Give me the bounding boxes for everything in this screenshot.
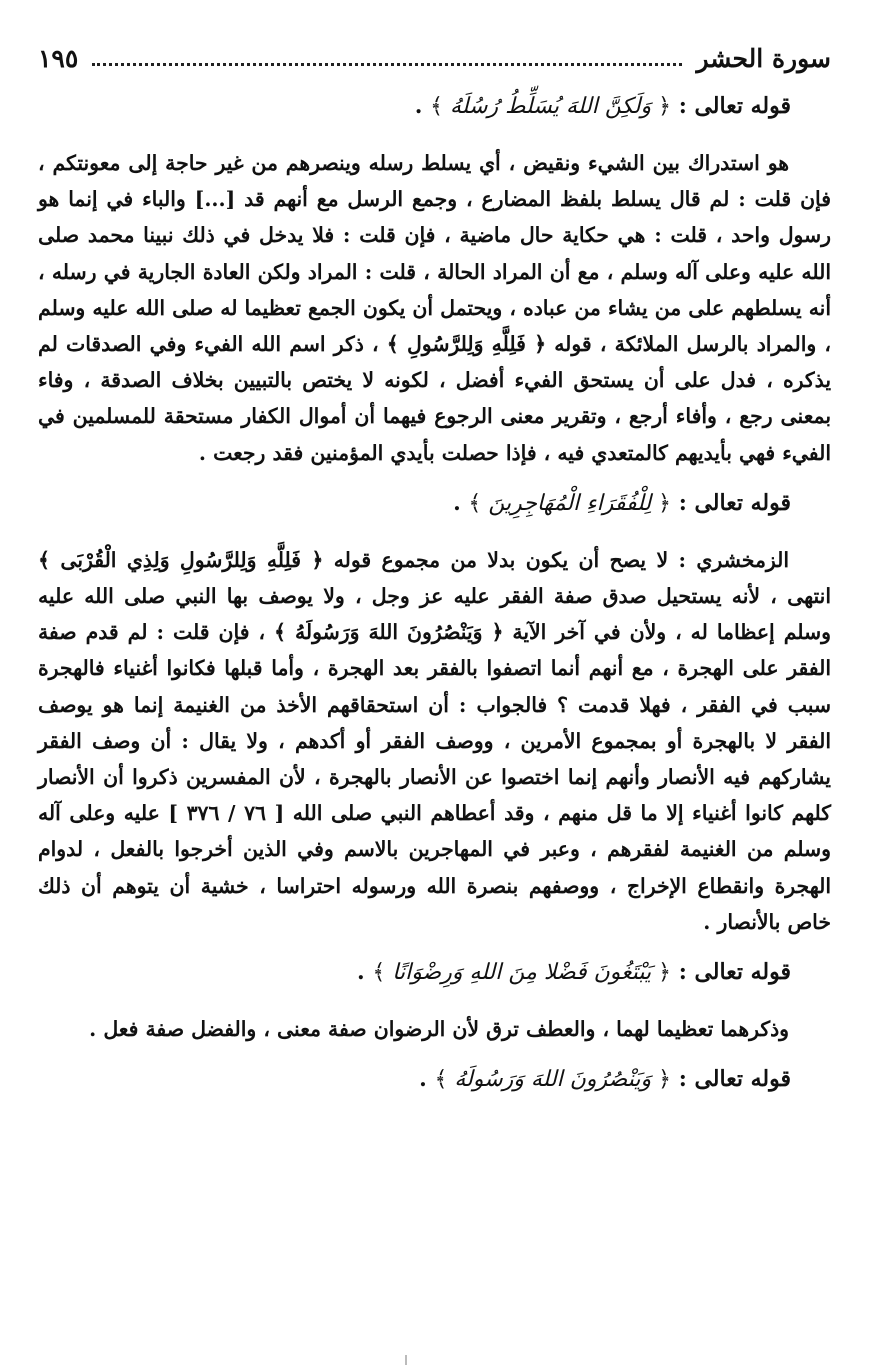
commentary-paragraph-1: هو استدراك بين الشيء ونقيض ، أي يسلط رسله وينصرهم من غير حاجة إلى معونتكم ، فإن قلت : لم قال يسلط بلفظ المضارع ، وجمع الرسل مع أنهم قد [...] والباء في إنما هو رسول واحد ، قلت : هي حكاية حال ماضية ، فإن قلت : فلا يدخل في ذلك نبينا محمد صلى الله عليه وعلى آله وسلم ، مع أن المراد الحالة ، قلت : المراد ولكن العادة الجارية في رسله ، أنه يسلطهم على من يشاء من عباده ، ويحتمل أن يكون الجمع تعظيما له صلى الله عليه وسلم ، والمراد بالرسل الملائكة ، قوله ﴿ فَلِلَّهِ وَلِلرَّسُولِ ﴾ ، ذكر اسم الله الفيء وفي الصدقات لم يذكره ، فدل على أن يستحق الفيء أفضل ، لكونه لا يختص بالتبيين بخلاف الصدقة ، وفاء بمعنى رجع ، وأفاء أرجع ، وتقرير معنى الرجوع فيهما أن أموال الكفار مستحقة للمسلمين في الفيء فهي بأيديهم كالمتعدي فيه ، فإذا حصلت بأيدي المؤمنين فقد رجعت .	[38, 151, 831, 465]
commentary-paragraph-3: وذكرهما تعظيما لهما ، والعطف ترق لأن الرضوان صفة معنى ، والفضل صفة فعل .	[89, 1017, 789, 1042]
quran-bracket-open: ﴿	[651, 490, 672, 516]
scan-artifact-mark	[405, 1355, 407, 1365]
surah-title: سورة الحشر	[696, 44, 831, 73]
heading-period: .	[419, 1066, 435, 1093]
commentary-paragraph-2: الزمخشري : لا يصح أن يكون بدلا من مجموع قوله ﴿ فَلِلَّهِ وَلِلرَّسُولِ وَلِذِي الْقُرْبَى ﴾ انتهى ، لأنه يستحيل صدق صفة الفقر عليه عز وجل ، ولا يوصف بها النبي صلى الله عليه وسلم إعظاما له ، ولأن في آخر الآية ﴿ وَيَنْصُرُونَ اللهَ وَرَسُولَهُ ﴾ ، فإن قلت : لم قدم صفة الفقر على الهجرة ، مع أنهم أنما اتصفوا بالفقر بعد الهجرة ، وأما قبلها فكانوا أغنياء فالهجرة سبب في الفقر ، فهلا قدمت ؟ فالجواب : أن استحقاقهم الأخذ من الغنيمة إنما هو يوصف الفقر لا بالهجرة أو بمجموع الأمرين ، ووصف الفقر أو أكدهم ، ولا يقال : أن وصف الفقر يشاركهم فيه الأنصار وأنهم إنما اختصوا عن الأنصار بالهجرة ، لأن المفسرين ذكروا أن الأنصار كلهم كانوا أغنياء إلا ما قل منهم ، وقد أعطاهم النبي صلى الله [ ٧٦ / ٣٧٦ ] عليه وعلى آله وسلم من الغنيمة لفقرهم ، وعبر في المهاجرين بالاسم وفي الذين أخرجوا بالفعل ، لدوام الهجرة وانقطاع الإخراج ، ووصفهم بنصرة الله ورسوله احتراسا ، خشية أن يتوهم أن ذلك خاص بالأنصار .	[38, 547, 831, 934]
verse-heading-prefix: قوله تعالى :	[671, 959, 791, 986]
heading-period: .	[414, 93, 431, 119]
verse-heading-3	[38, 950, 831, 995]
quran-bracket-open: ﴿	[651, 1067, 672, 1093]
verse-heading-prefix: قوله تعالى :	[671, 93, 791, 119]
heading-period: .	[453, 489, 469, 516]
verse-heading-1	[38, 84, 831, 129]
quran-verse: لِلْفُقَرَاءِ الْمُهَاجِرِينَ	[488, 490, 652, 516]
page-number: ١٩٥	[38, 44, 79, 73]
quran-verse: وَلَكِنَّ اللهَ يُسَلِّطُ رُسُلَهُ	[449, 94, 652, 119]
quran-verse: وَيَنْصُرُونَ اللهَ وَرَسُولَهُ	[454, 1067, 652, 1093]
quran-bracket-open: ﴿	[651, 94, 672, 119]
quran-bracket-open: ﴿	[651, 960, 672, 986]
verse-heading-prefix: قوله تعالى :	[671, 489, 791, 516]
heading-period: .	[357, 959, 373, 986]
quran-verse: يَبْتَغُونَ فَضْلا مِنَ اللهِ وَرِضْوَانًا	[392, 960, 652, 986]
verse-heading-prefix: قوله تعالى :	[671, 1066, 791, 1093]
header-dotted-leader	[92, 63, 682, 66]
verse-heading-2	[38, 481, 831, 526]
quran-bracket-close: ﴾	[434, 1067, 455, 1093]
running-header	[38, 44, 831, 84]
quran-bracket-close: ﴾	[372, 960, 393, 986]
quran-bracket-close: ﴾	[468, 490, 489, 516]
quran-bracket-close: ﴾	[430, 94, 450, 119]
verse-heading-4	[38, 1057, 831, 1102]
